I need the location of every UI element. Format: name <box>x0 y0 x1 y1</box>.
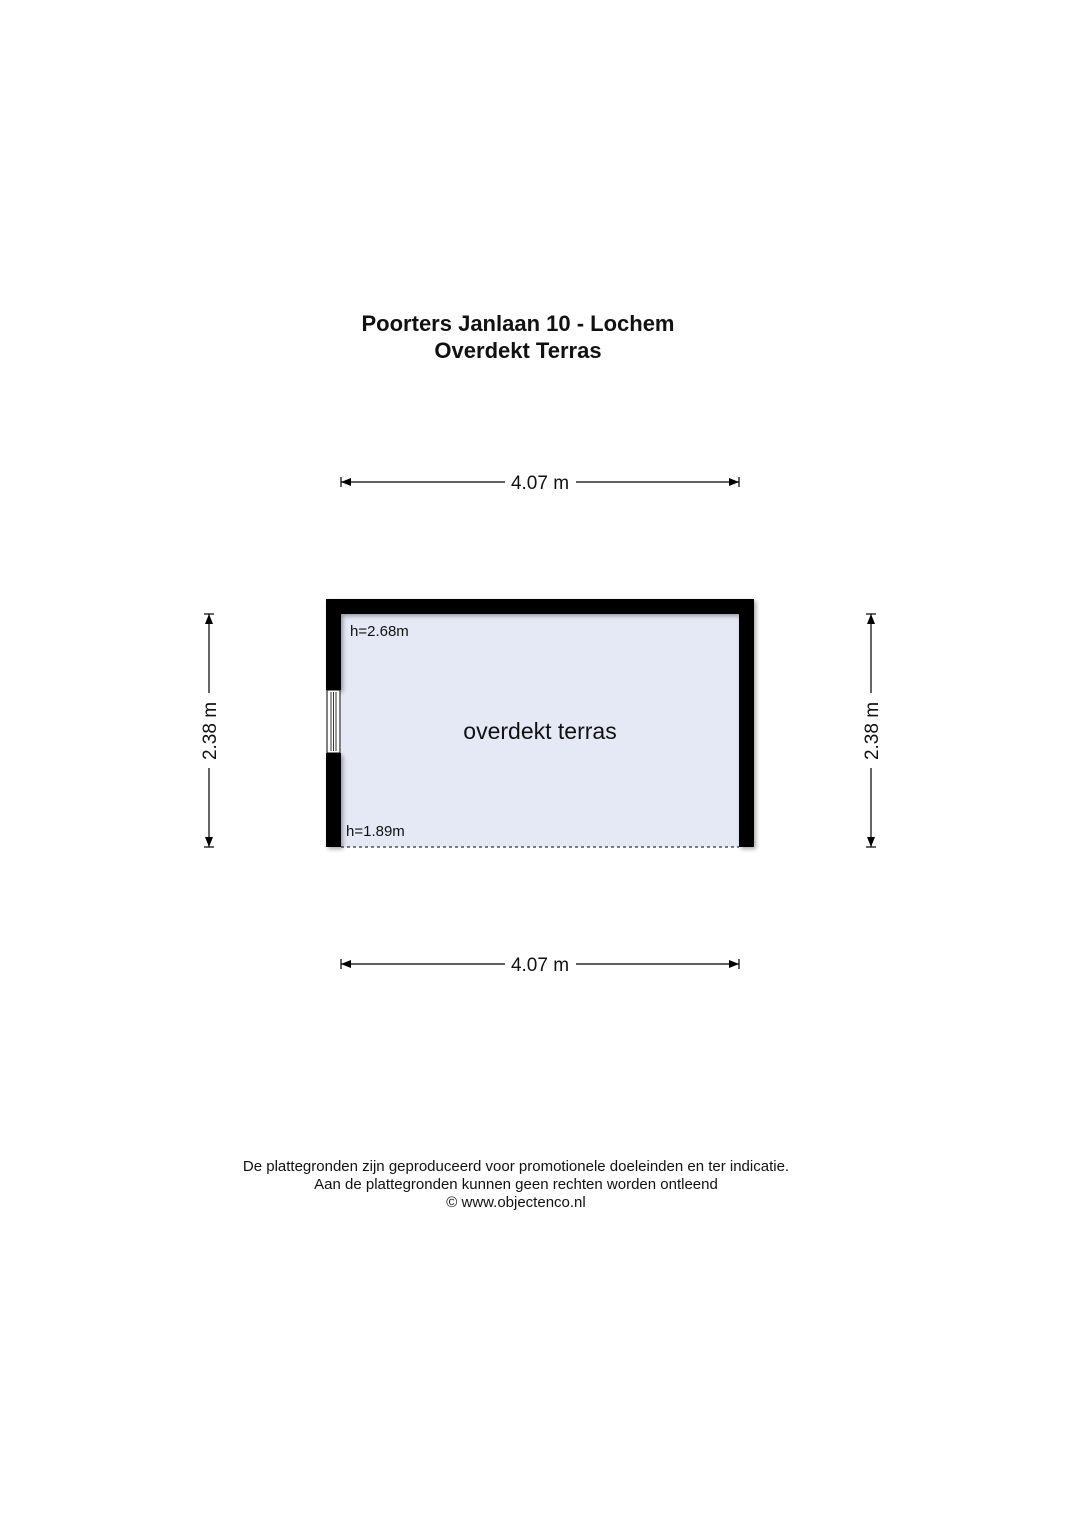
top-width-label: 4.07 m <box>510 473 570 494</box>
top-width-dimension <box>341 473 739 494</box>
disclaimer-line-1: De plattegronden zijn geproduceerd voor promotionele doeleinden en ter indicatie. <box>242 1158 790 1175</box>
floor-title: Overdekt Terras <box>434 338 602 363</box>
left-wall-lower <box>326 753 341 847</box>
top-wall <box>326 599 754 614</box>
right-depth-dimension <box>862 614 883 847</box>
left-wall-upper <box>326 599 341 690</box>
address-title: Poorters Janlaan 10 - Lochem <box>361 311 675 336</box>
bottom-width-label: 4.07 m <box>510 955 570 976</box>
disclaimer <box>0 1158 1032 1212</box>
right-depth-label: 2.38 m <box>862 701 883 761</box>
min-height-label: h=1.89m <box>346 823 405 840</box>
left-depth-label: 2.38 m <box>200 701 221 761</box>
room-name-label: overdekt terras <box>463 718 617 744</box>
left-depth-dimension <box>200 614 221 847</box>
room-overdekt-terras <box>326 599 754 847</box>
disclaimer-line-2: Aan de plattegronden kunnen geen rechten worden ontleend <box>314 1176 718 1193</box>
max-height-label: h=2.68m <box>350 623 409 640</box>
copyright-line: © www.objectenco.nl <box>446 1194 586 1211</box>
right-wall <box>739 599 754 847</box>
bottom-width-dimension <box>341 955 739 976</box>
window <box>327 690 340 753</box>
